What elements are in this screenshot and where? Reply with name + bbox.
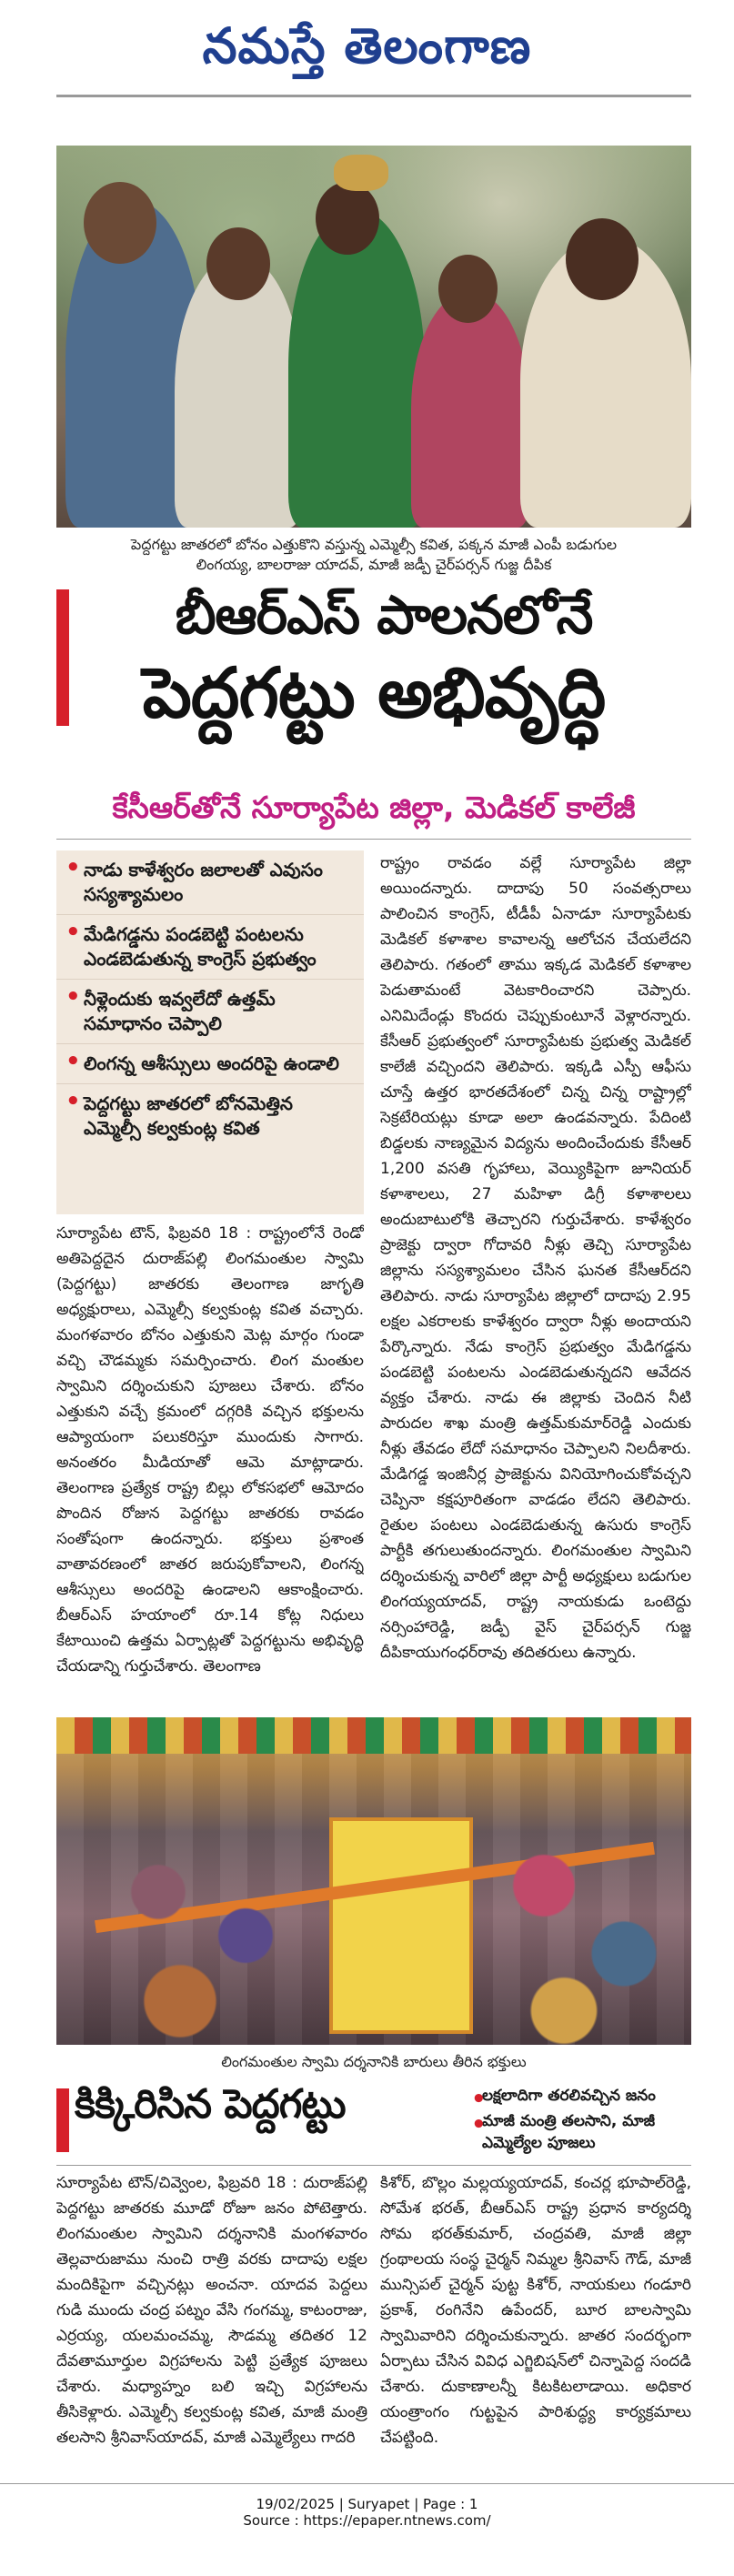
highlight-item: • మేడిగడ్డను పండబెట్టి పంటలను ఎండబెడుతున్న కాంగ్రెస్ ప్రభుత్వం: [56, 915, 364, 980]
article2-bullet: • లక్షలాదిగా తరలివచ్చిన జనం: [462, 2083, 691, 2108]
article2-bullets: [462, 2083, 691, 2156]
highlight-item: • పెద్దగట్టు జాతరలో బోనమెత్తిన ఎమ్మెల్సీ కల్వకుంట్ల కవిత: [56, 1084, 364, 1148]
article2-headline: కిక్కిరిసిన పెద్దగట్టు: [75, 2081, 346, 2128]
headline-line-1: బీఆర్ఎస్ పాలనలోనే: [175, 584, 593, 646]
top-photo-caption: [56, 535, 691, 575]
highlight-item: • నాడు కాళేశ్వరం జలాలతో ఎవుసం సస్యశ్యామలం: [56, 850, 364, 915]
headline-line-2: పెద్దగట్టు అభివృద్ధి: [142, 652, 606, 733]
bottom-photo: [56, 1717, 691, 2045]
subheadline: కేసీఆర్‌తోనే సూర్యాపేట జిల్లా, మెడికల్ కాలేజీ: [112, 790, 636, 825]
footer: [0, 2496, 734, 2529]
article2-bullet: • మాజీ మంత్రి తలసాని, మాజీ ఎమ్మెల్యేల పూజలు: [462, 2108, 691, 2156]
article2-right-column: కిశోర్, బొల్లం మల్లయ్యయాదవ్, కంచర్ల భూపాల్‌రెడ్డి, సోమేశ భరత్, బీఆర్ఎస్ రాష్ట్ర ప్రధాన కార్యదర్శి సోమ భరత్‌కుమార్, చంద్రవతి, మాజీ జిల్లా గ్రంథాలయ సంస్థ చైర్మన్ నిమ్మల శ్రీనివాస్ గౌడ్, మాజీ మున్సిపల్ చైర్మన్ పుట్ట కిశోర్, నాయకులు గండూరి ప్రకాశ్, రంగినేని ఉపేందర్, బూర బాలస్వామి స్వామివారిని దర్శించుకున్నారు. జాతర సందర్భంగా ఏర్పాటు చేసిన వివిధ ఎగ్జిబిషన్‌లో చిన్నాపెద్ద సందడి చేశారు. దుకాణాలన్నీ కిటకిటలాడాయి. అధికార యంత్రాంగం గుట్టపైన పారిశుద్ధ్య కార్యక్రమాలు చేపట్టింది.: [380, 2174, 691, 2447]
highlight-item: • లింగన్న ఆశీస్సులు అందరిపై ఉండాలి: [56, 1044, 364, 1084]
article2-rule: [56, 2165, 691, 2166]
footer-rule: [0, 2483, 734, 2484]
subhead-rule: [56, 839, 691, 840]
masthead-rule: [56, 95, 691, 97]
newspaper-name: నమస్తే తెలంగాణ: [202, 16, 532, 75]
article2-left-column: సూర్యాపేట టౌన్/చివ్వెంల, ఫిబ్రవరి 18 : దురాజ్‌పల్లి పెద్దగట్టు జాతరకు మూడో రోజూ జనం పోటెత్తారు. లింగమంతుల స్వామిని దర్శనానికి మంగళవారం తెల్లవారుజాము నుంచి రాత్రి వరకు దాదాపు లక్షల మందికిపైగా వచ్చినట్లు అంచనా. యాదవ పెద్దలు గుడి ముందు చంద్ర పట్నం వేసి గంగమ్మ, కాటంరాజు, ఎర్రయ్య, యలమంచమ్మ, సౌడమ్మ తదితర 12 దేవతామూర్తుల విగ్రహాలను పెట్టి ప్రత్యేక పూజలు చేశారు. మధ్యాహ్నం బలి ఇచ్చి విగ్రహాలను తీసికెళ్లారు. ఎమ్మెల్సీ కల్వకుంట్ల కవిత, మాజీ మంత్రి తలసాని శ్రీనివాస్‌యాదవ్, మాజీ ఎమ్మెల్యేలు గాదరి: [56, 2174, 367, 2447]
article1-right-column: రాష్ట్రం రావడం వల్లే సూర్యాపేట జిల్లా అయిందన్నారు. దాదాపు 50 సంవత్సరాలు పాలించిన కాంగ్రెస్, టీడీపీ ఏనాడూ సూర్యాపేటకు మెడికల్ కళాశాల కావాలన్న ఆలోచన చేయలేదని తెలిపారు. గతంలో తాము ఇక్కడ మెడికల్ కళాశాల పెడుతామంటే వెటకారించారని చెప్పారు. ఎనిమిదేండ్లు కొందరు చెప్పుకుంటూనే వెళ్లారన్నారు. కేసీఆర్ ప్రభుత్వంలో సూర్యాపేటకు ప్రభుత్వ మెడికల్ కాలేజీ వచ్చిందని తెలిపారు. ఇక్కడి ఎస్పీ ఆఫీసు చూస్తే ఉత్తర భారతదేశంలో చిన్న చిన్న రాష్ట్రాల్లో సెక్రటేరియట్లు కూడా అలా ఉండవన్నారు. పేదింటి బిడ్డలకు నాణ్యమైన విద్యను అందించేందుకు కేసీఆర్ 1,200 వసతి గృహాలు, వెయ్యికిపైగా జూనియర్ కళాశాలలు, 27 మహిళా డిగ్రీ కళాశాలలు అందుబాటులోకి తెచ్చారని గుర్తుచేశారు. కాళేశ్వరం ప్రాజెక్టు ద్వారా గోదావరి నీళ్లు తెచ్చి సూర్యాపేట జిల్లాను సస్యశ్యామలం చేసిన ఘనత కేసీఆర్‌దని తెలిపారు. నాడు సూర్యాపేట జిల్లాలో దాదాపు 2.95 లక్షల ఎకరాలకు కాళేశ్వరం ద్వారా నీళ్లు అందాయని పేర్కొన్నారు. నేడు కాంగ్రెస్ ప్రభుత్వం మేడిగడ్డను పండబెట్టి పంటలను ఎండబెడుతున్నదని ఆవేదన వ్యక్తం చేశారు. నాడు ఈ జిల్లాకు చెందిన నీటి పారుదల శాఖ మంత్రి ఉత్తమ్‌కుమార్‌రెడ్డి ఎందుకు నీళ్లు తేవడం లేదో సమాధానం చెప్పాలని నిలదీశారు. మేడిగడ్డ ఇంజినీర్ల ప్రాజెక్టును వినియోగించుకోవచ్చని చెప్పినా కక్షపూరితంగా వాడడం లేదని తెలిపారు. రైతుల పంటలు ఎండబెడుతున్న ఉసురు కాంగ్రెస్ పార్టీకి తగులుతుందన్నారు. లింగమంతుల స్వామిని దర్శించుకున్న వారిలో జిల్లా పార్టీ అధ్యక్షులు బడుగుల లింగయ్యయాదవ్, రాష్ట్ర నాయకుడు ఒంటెద్దు నర్సింహారెడ్డి, జడ్పీ వైస్ చైర్‌పర్సన్ గుజ్జ దీపికాయుగంధర్‌రావు తదితరులు ఉన్నారు.: [380, 854, 691, 1662]
caption-line-2: లింగయ్య, బాలరాజు యాదవ్, మాజీ జడ్పీ చైర్‌పర్సన్ గుజ్జ దీపిక: [196, 556, 552, 573]
highlight-item: • నీళ్లెందుకు ఇవ్వలేదో ఉత్తమ్ సమాధానం చెప్పాలి: [56, 980, 364, 1044]
footer-date-edition: 19/02/2025 | Suryapet | Page : 1: [256, 2496, 478, 2512]
footer-source: Source : https://epaper.ntnews.com/: [243, 2512, 491, 2529]
masthead: [0, 0, 734, 91]
top-photo: [56, 146, 691, 528]
bottom-photo-caption: లింగమంతుల స్వామి దర్శనానికి బారులు తీరిన భక్తులు: [221, 2053, 527, 2070]
article1-left-column: సూర్యాపేట టౌన్, ఫిబ్రవరి 18 : రాష్ట్రంలోనే రెండో అతిపెద్దదైన దురాజ్‌పల్లి లింగమంతుల స్వామి (పెద్దగట్టు) జాతరకు తెలంగాణ జాగృతి అధ్యక్షురాలు, ఎమ్మెల్సీ కల్వకుంట్ల కవిత వచ్చారు. మంగళవారం బోనం ఎత్తుకుని మెట్ల మార్గం గుండా వచ్చి చౌడమ్మకు సమర్పించారు. లింగ మంతుల స్వామిని దర్శించుకుని పూజలు చేశారు. బోనం ఎత్తుకుని వచ్చే క్రమంలో దగ్గరికి వచ్చిన భక్తులను ఆప్యాయంగా పలుకరిస్తూ ముందుకు సాగారు. అనంతరం మీడియాతో ఆమె మాట్లాడారు. తెలంగాణ ప్రత్యేక రాష్ట్ర బిల్లు లోకసభలో ఆమోదం పొందిన రోజున పెద్దగట్టు జాతరకు రావడం సంతోషంగా ఉందన్నారు. భక్తులు ప్రశాంత వాతావరణంలో జాతర జరుపుకోవాలని, లింగన్న ఆశీస్సులు అందరిపై ఉండాలని ఆకాంక్షించారు. బీఆర్ఎస్ హయాంలో రూ.14 కోట్ల నిధులు కేటాయించి ఉత్తమ ఏర్పాట్లతో పెద్దగట్టును అభివృద్ధి చేయడాన్ని గుర్తుచేశారు. తెలంగాణ: [56, 1224, 364, 1675]
caption-line-1: పెద్దగట్టు జాతరలో బోనం ఎత్తుకొని వస్తున్న ఎమ్మెల్సీ కవిత, పక్కన మాజీ ఎంపీ బడుగుల: [130, 536, 618, 553]
highlights-box: [56, 850, 364, 1214]
headline2-accent: [56, 2088, 69, 2152]
